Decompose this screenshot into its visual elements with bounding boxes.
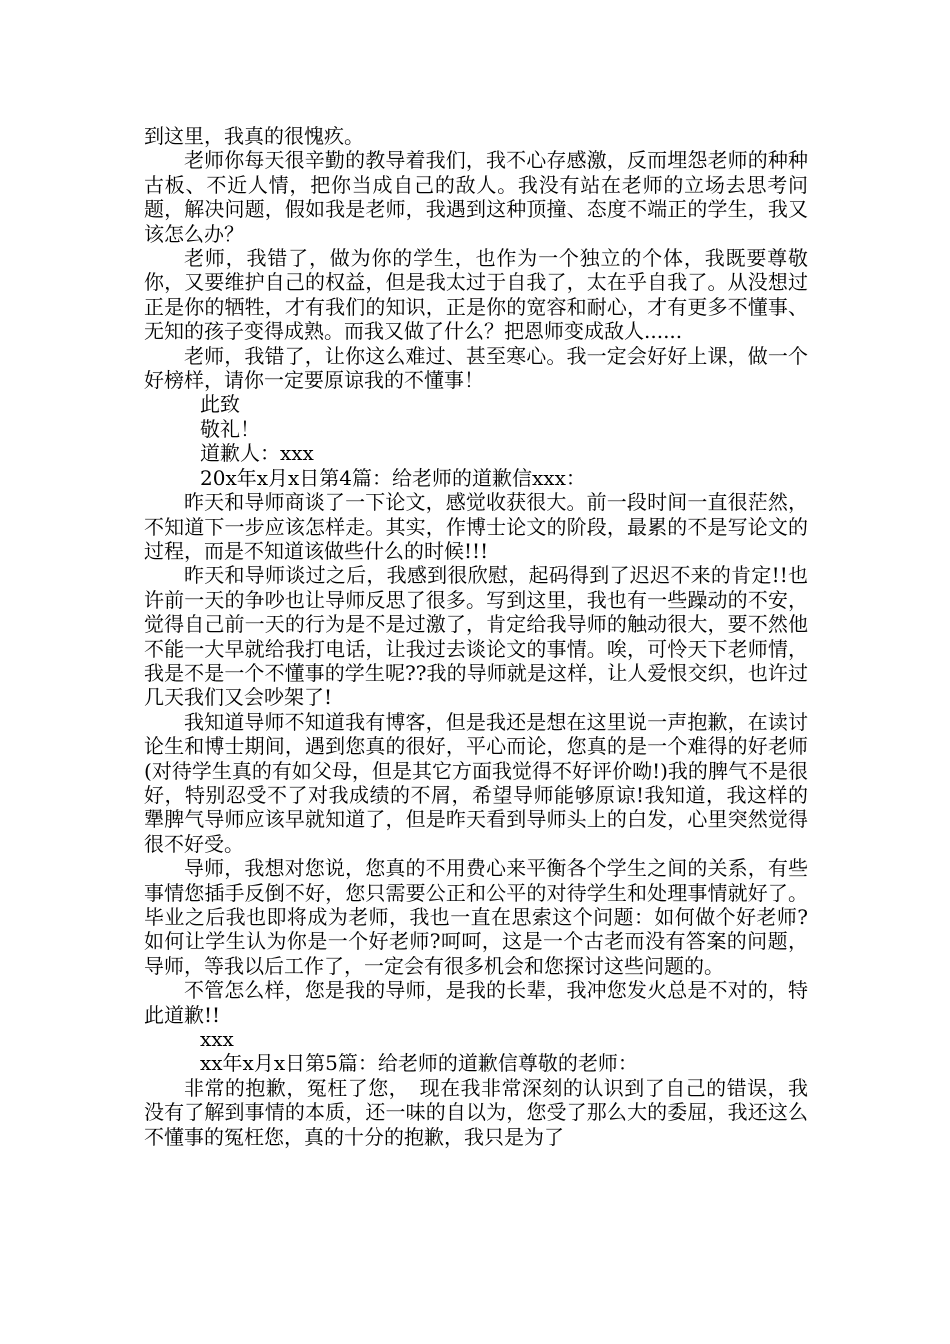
paragraph: 昨天和导师谈过之后，我感到很欣慰，起码得到了迟迟不来的肯定!!也许前一天的争吵也让导师反思了很多。写到这里，我也有一些躁动的不安，觉得自己前一天的行为是不是过激了，肯定给我导师的触动很大，要不然他不能一大早就给我打电话，让我过去谈论文的事情。唉，可怜天下老师情，我是不是一个不懂事的学生呢??我的导师就是这样，让人爱恨交织，也许过几天我们又会吵架了! [144, 563, 808, 710]
section-heading: xx年x月x日第5篇：给老师的道歉信尊敬的老师： [200, 1051, 638, 1076]
closing-line: 敬礼！ [200, 416, 260, 441]
document-body [144, 124, 808, 1149]
paragraph: 不管怎么样，您是我的导师，是我的长辈，我冲您发火总是不对的，特此道歉!! [144, 978, 808, 1027]
paragraph: 老师，我错了，让你这么难过、甚至寒心。我一定会好好上课，做一个好榜样，请你一定要原谅我的不懂事！ [144, 343, 808, 393]
closing-line: 此致 [200, 392, 240, 417]
paragraph: 非常的抱歉，冤枉了您， 现在我非常深刻的认识到了自己的错误，我没有了解到事情的本质，还一味的自以为，您受了那么大的委屈，我还这么不懂事的冤枉您，真的十分的抱歉，我只是为了 [144, 1075, 808, 1149]
section-heading: 20x年x月x日第4篇：给老师的道歉信xxx： [200, 465, 586, 490]
paragraph: 老师，我错了，做为你的学生，也作为一个独立的个体，我既要尊敬你，又要维护自己的权益，但是我太过于自我了，太在乎自我了。从没想过正是你的牺牲，才有我们的知识，正是你的宽容和耐心，才有更多不懂事、无知的孩子变得成熟。而我又做了什么？把恩师变成敌人...... [144, 246, 808, 344]
paragraph: 到这里，我真的很愧疚。 [144, 124, 364, 148]
paragraph: 导师，我想对您说，您真的不用费心来平衡各个学生之间的关系，有些事情您插手反倒不好，您只需要公正和公平的对待学生和处理事情就好了。毕业之后我也即将成为老师，我也一直在思索这个问题：如何做个好老师?如何让学生认为你是一个好老师?呵呵，这是一个古老而没有答案的问题，导师，等我以后工作了，一定会有很多机会和您探讨这些问题的。 [144, 856, 808, 978]
paragraph: 我知道导师不知道我有博客，但是我还是想在这里说一声抱歉，在读讨论生和博士期间，遇到您真的很好，平心而论，您真的是一个难得的好老师(对待学生真的有如父母，但是其它方面我觉得不好评价呦!)我的脾气不是很好，特别忍受不了对我成绩的不屑，希望导师能够原谅!我知道，我这样的犟脾气导师应该早就知道了，但是昨天看到导师头上的白发，心里突然觉得很不好受。 [144, 709, 808, 856]
paragraph: 老师你每天很辛勤的教导着我们，我不心存感激，反而埋怨老师的种种古板、不近人情，把你当成自己的敌人。我没有站在老师的立场去思考问题，解决问题，假如我是老师，我遇到这种顶撞、态度不端正的学生，我又该怎么办？ [144, 148, 808, 246]
signature-line: 道歉人：xxx [200, 441, 314, 466]
paragraph: 昨天和导师商谈了一下论文，感觉收获很大。前一段时间一直很茫然，不知道下一步应该怎样走。其实，作博士论文的阶段，最累的不是写论文的过程，而是不知道该做些什么的时候!!! [144, 490, 808, 563]
signature-line: xxx [200, 1027, 234, 1052]
